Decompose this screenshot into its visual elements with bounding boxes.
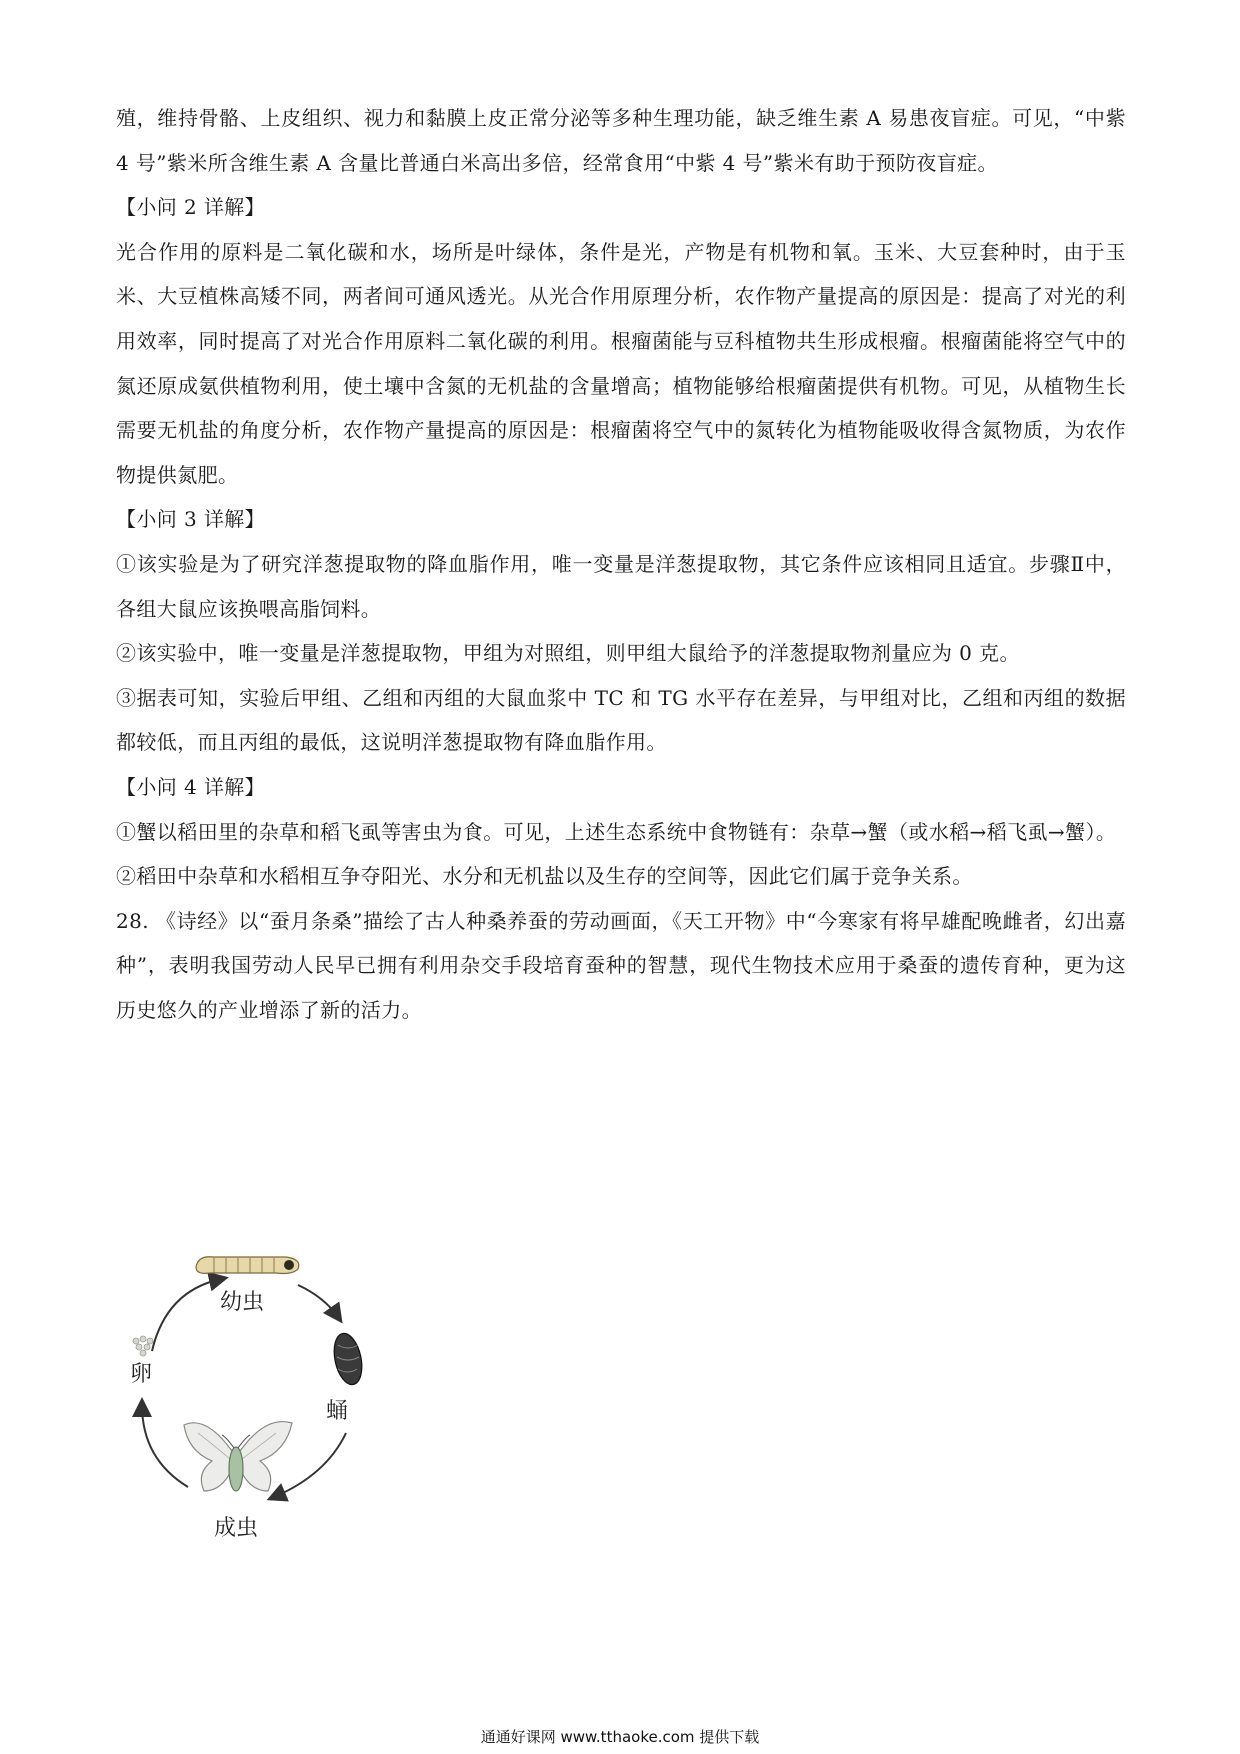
document-body: [116, 96, 1126, 1032]
pupa-icon: [330, 1331, 366, 1387]
paragraph-food-chain: ①蟹以稻田里的杂草和稻飞虱等害虫为食。可见，上述生态系统中食物链有：杂草→蟹（或水稻→稻飞虱→蟹）。: [116, 819, 1117, 844]
paragraph-experiment-1: ①该实验是为了研究洋葱提取物的降血脂作用，唯一变量是洋葱提取物，其它条件应该相同且适宜。步骤Ⅱ中，各组大鼠应该换喂高脂饲料。: [116, 551, 1126, 621]
larva-icon: [196, 1257, 299, 1274]
page-footer: 通通好课网 www.tthaoke.com 提供下载: [480, 1728, 760, 1746]
egg-icon: [133, 1336, 153, 1356]
heading-question-3: 【小问 3 详解】: [116, 507, 266, 532]
paragraph-experiment-2: ②该实验中，唯一变量是洋葱提取物，甲组为对照组，则甲组大鼠给予的洋葱提取物剂量应为 0 克。: [116, 641, 1020, 666]
egg-label: 卵: [130, 1362, 153, 1387]
adult-moth-icon: [184, 1422, 292, 1491]
heading-question-2: 【小问 2 详解】: [116, 195, 266, 220]
paragraph-vitamin-a: 殖，维持骨骼、上皮组织、视力和黏膜上皮正常分泌等多种生理功能，缺乏维生素 A 易患夜盲症。可见，“中紫 4 号”紫米所含维生素 A 含量比普通白米高出多倍，经常食用“中紫 4 号”紫米有助于预防夜盲症。: [116, 106, 1126, 175]
question-28-stem: 28. 《诗经》以“蚕月条桑”描绘了古人种桑养蚕的劳动画面，《天工开物》中“今寒家有将早雄配晚雌者，幻出嘉种”，表明我国劳动人民早已拥有利用杂交手段培育蚕种的智慧，现代生物技术应用于桑蚕的遗传育种，更为这历史悠久的产业增添了新的活力。: [116, 908, 1126, 1022]
arrow-adult-to-egg: [142, 1405, 188, 1487]
silkworm-life-cycle-figure: [126, 1255, 426, 1555]
life-cycle-diagram: [126, 1255, 426, 1555]
paragraph-photosynthesis: 光合作用的原料是二氧化碳和水，场所是叶绿体，条件是光，产物是有机物和氧。玉米、大豆套种时，由于玉米、大豆植株高矮不同，两者间可通风透光。从光合作用原理分析，农作物产量提高的原因是：提高了对光的利用效率，同时提高了对光合作用原料二氧化碳的利用。根瘤菌能与豆科植物共生形成根瘤。根瘤菌能将空气中的氮还原成氨供植物利用，使土壤中含氮的无机盐的含量增高；植物能够给根瘤菌提供有机物。可见，从植物生长需要无机盐的角度分析，农作物产量提高的原因是：根瘤菌将空气中的氮转化为植物能吸收得含氮物质，为农作物提供氮肥。: [116, 239, 1126, 487]
arrow-pupa-to-adult: [274, 1433, 346, 1497]
heading-question-4: 【小问 4 详解】: [116, 774, 266, 799]
pupa-label: 蛹: [326, 1399, 349, 1424]
paragraph-experiment-3: ③据表可知，实验后甲组、乙组和丙组的大鼠血浆中 TC 和 TG 水平存在差异，与甲组对比，乙组和丙组的数据都较低，而且丙组的最低，这说明洋葱提取物有降血脂作用。: [116, 685, 1126, 755]
arrow-egg-to-larva: [152, 1279, 221, 1351]
paragraph-competition: ②稻田中杂草和水稻相互争夺阳光、水分和无机盐以及生存的空间等，因此它们属于竞争关系。: [116, 864, 973, 889]
arrow-larva-to-pupa: [298, 1285, 338, 1317]
adult-label: 成虫: [214, 1516, 259, 1541]
larva-label: 幼虫: [220, 1290, 265, 1315]
